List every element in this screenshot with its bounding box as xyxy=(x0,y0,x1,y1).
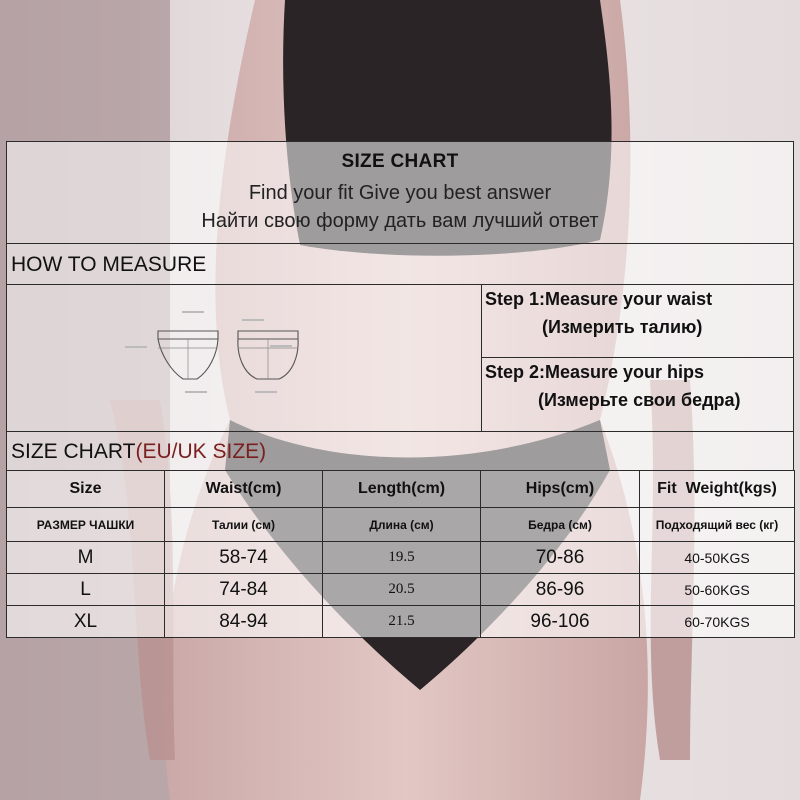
column-header-weight-ru: Подходящий вес (кг) xyxy=(640,508,795,542)
cell-hips: 70-86 xyxy=(481,542,640,574)
size-chart-heading-suffix: (EU/UK SIZE) xyxy=(135,440,267,463)
column-header-length: Length(cm) xyxy=(323,471,481,508)
table-row xyxy=(7,574,795,606)
step-2-title: Step 2:Measure your hips xyxy=(485,362,705,382)
measure-illustration-panel xyxy=(6,284,482,432)
table-row xyxy=(7,542,795,574)
column-header-waist-ru: Талии (см) xyxy=(165,508,323,542)
column-header-waist: Waist(cm) xyxy=(165,471,323,508)
cell-size: M xyxy=(7,542,165,574)
column-header-size-ru: РАЗМЕР ЧАШКИ xyxy=(7,508,165,542)
table-row xyxy=(7,606,795,638)
column-header-hips: Hips(cm) xyxy=(481,471,640,508)
cell-weight: 40-50KGS xyxy=(640,542,795,574)
how-to-measure-header xyxy=(6,243,794,285)
column-header-length-ru: Длина (см) xyxy=(323,508,481,542)
column-header-hips-ru: Бедра (см) xyxy=(481,508,640,542)
size-table xyxy=(6,470,795,638)
size-chart-heading xyxy=(11,440,266,464)
how-to-measure-heading: HOW TO MEASURE xyxy=(11,253,207,276)
cell-length: 21.5 xyxy=(323,606,481,638)
table-header-row-ru xyxy=(7,508,795,542)
chart-header xyxy=(6,141,794,244)
cell-length: 20.5 xyxy=(323,574,481,606)
cell-hips: 86-96 xyxy=(481,574,640,606)
cell-waist: 74-84 xyxy=(165,574,323,606)
cell-waist: 58-74 xyxy=(165,542,323,574)
cell-length: 19.5 xyxy=(323,542,481,574)
briefs-diagram-icon xyxy=(7,285,481,431)
size-chart-heading-main: SIZE CHART xyxy=(11,440,136,463)
column-header-weight: Fit Weight(kgs) xyxy=(640,471,795,508)
cell-size: L xyxy=(7,574,165,606)
step-1-subtitle: (Измерить талию) xyxy=(542,317,703,337)
cell-weight: 60-70KGS xyxy=(640,606,795,638)
size-chart-header xyxy=(6,431,794,471)
chart-subtitle-ru: Найти свою форму дать вам лучший ответ xyxy=(201,210,599,232)
step-1-title: Step 1:Measure your waist xyxy=(485,289,713,309)
size-chart-panel xyxy=(6,141,794,647)
cell-size: XL xyxy=(7,606,165,638)
cell-hips: 96-106 xyxy=(481,606,640,638)
table-header-row xyxy=(7,471,795,508)
chart-title: SIZE CHART xyxy=(341,151,459,172)
column-header-size: Size xyxy=(7,471,165,508)
step-2-subtitle: (Измерьте свои бедра) xyxy=(538,390,741,410)
cell-waist: 84-94 xyxy=(165,606,323,638)
step-1-box xyxy=(481,284,794,358)
step-2-box xyxy=(481,357,794,432)
chart-subtitle-en: Find your fit Give you best answer xyxy=(248,182,552,204)
cell-weight: 50-60KGS xyxy=(640,574,795,606)
